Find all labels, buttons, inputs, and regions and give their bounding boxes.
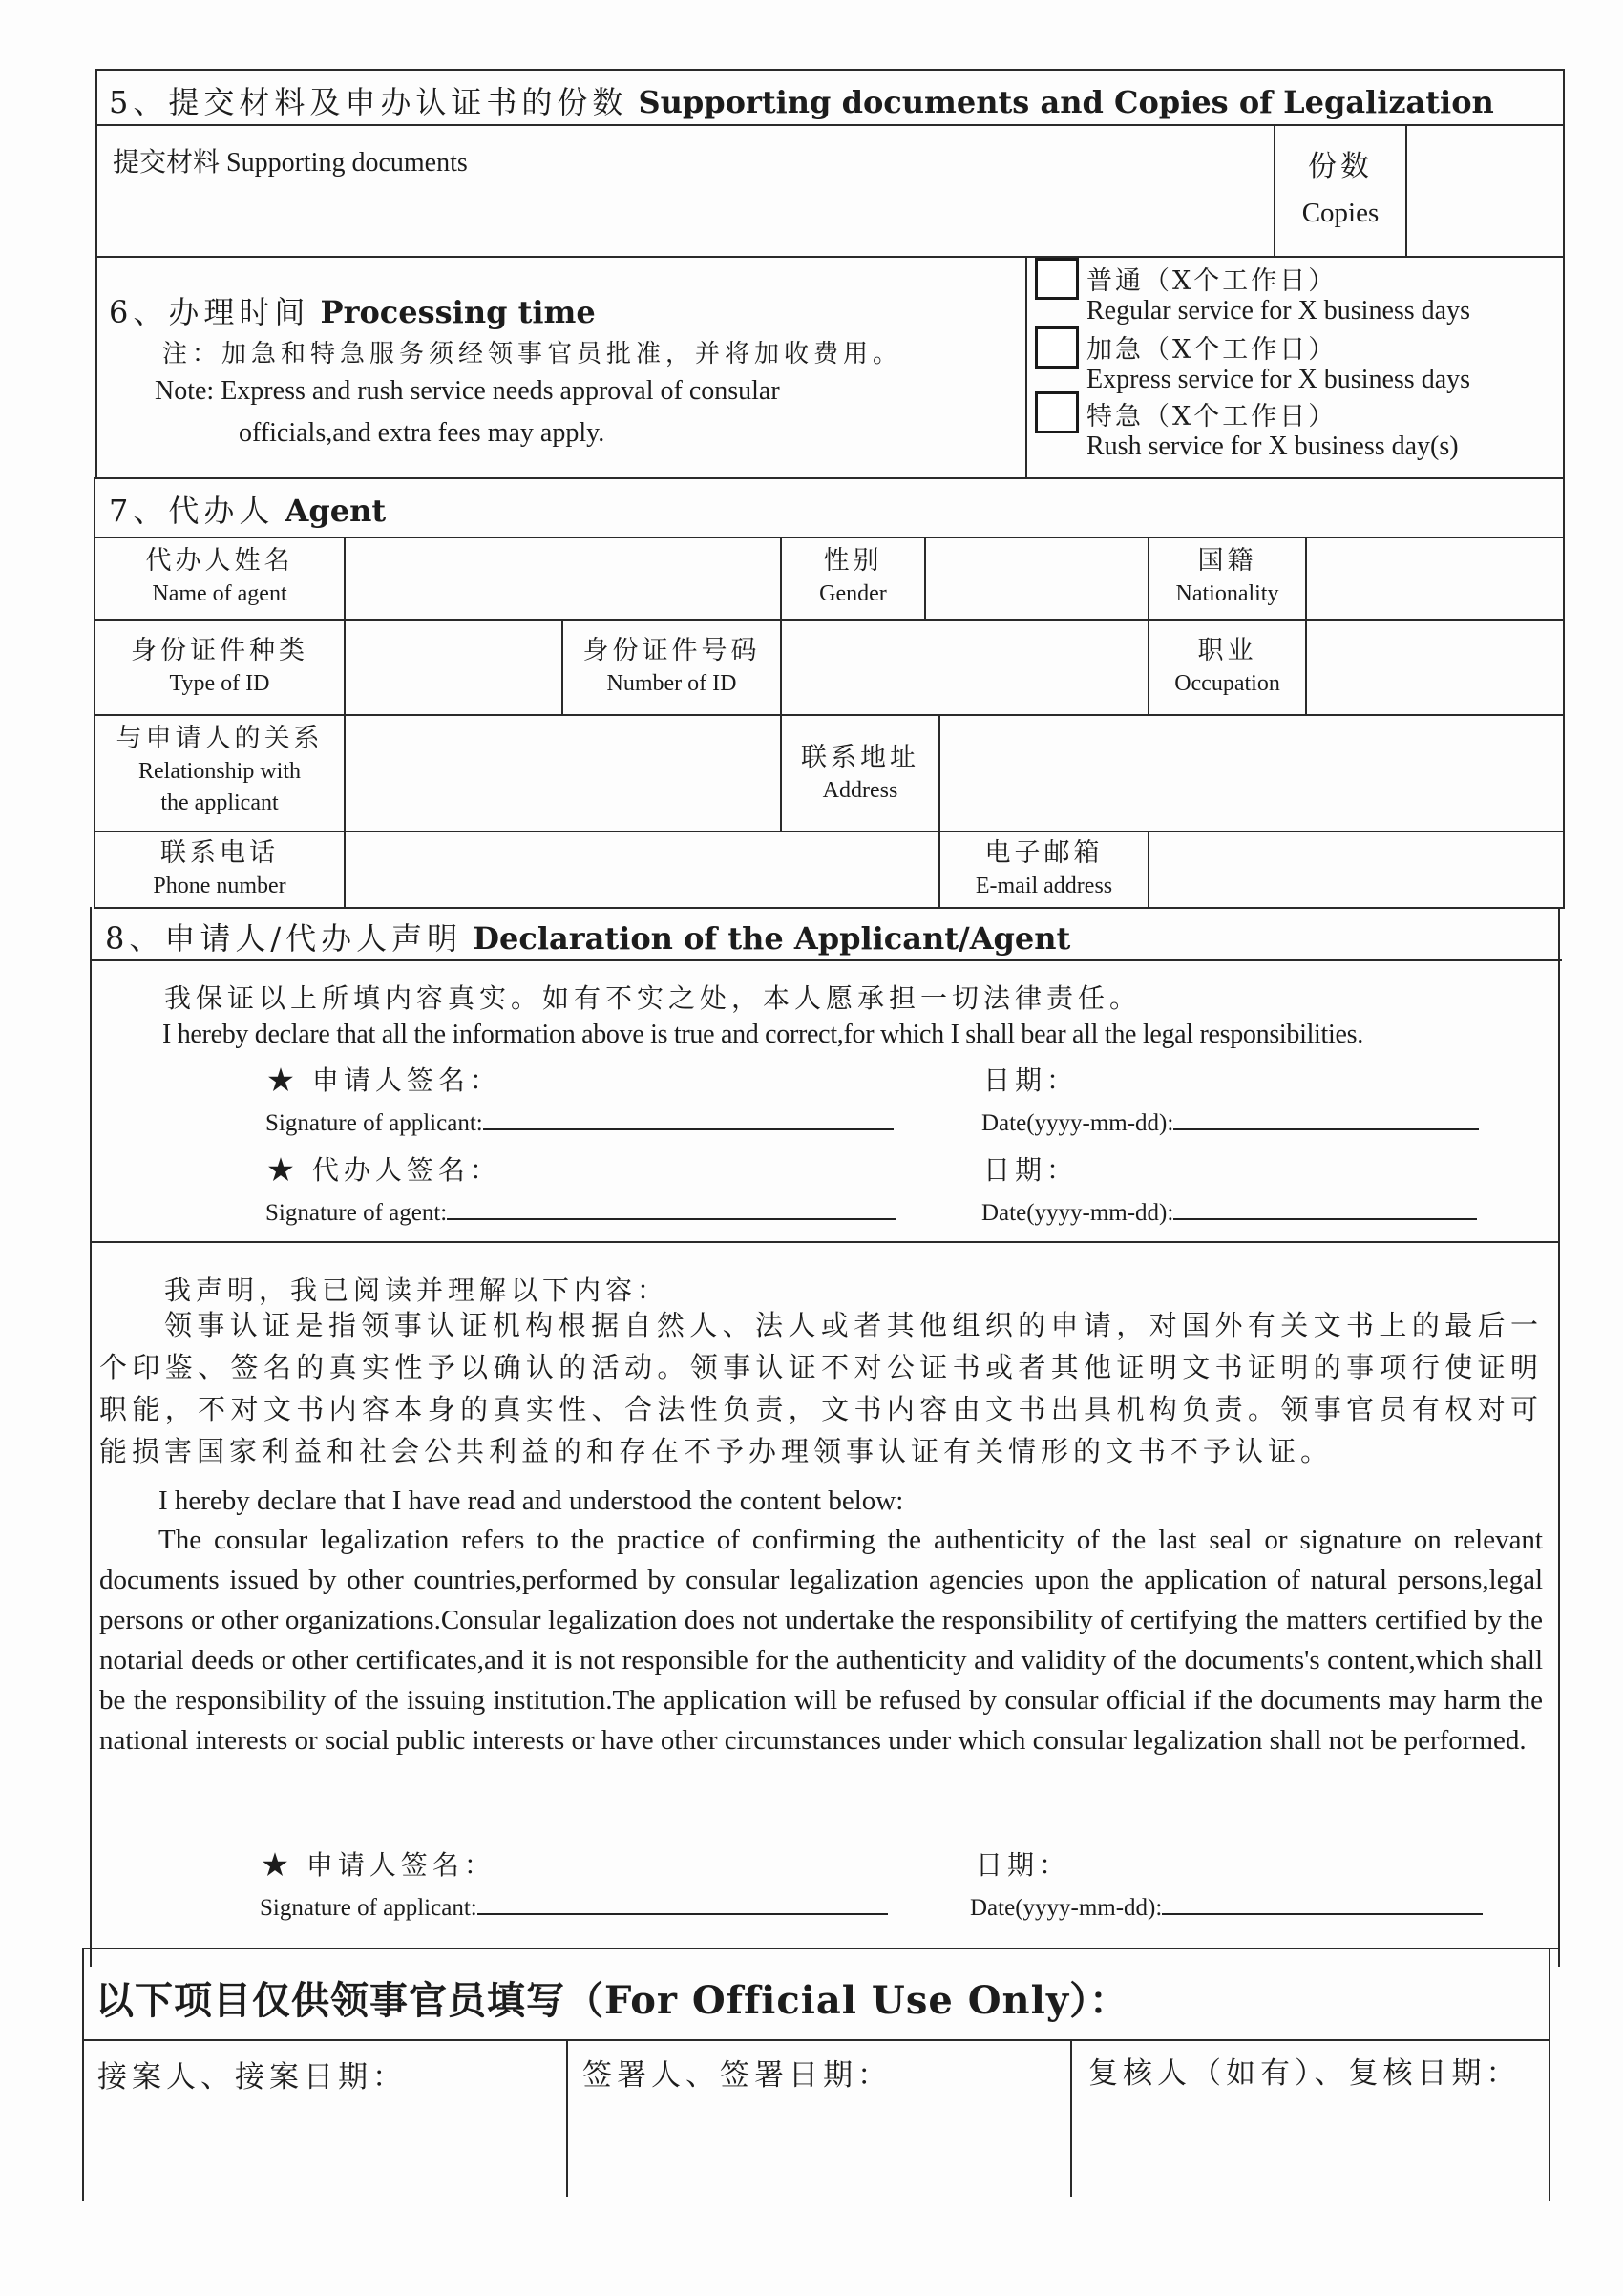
notice-date-label-zh: 日期： [976, 1849, 1071, 1881]
rule [1405, 124, 1407, 256]
notice-signature-label-zh: ★ 申请人签名： [262, 1849, 495, 1881]
applicant-signature-label-zh: ★ 申请人签名： [267, 1064, 501, 1096]
phone-label [95, 836, 344, 902]
gender-field[interactable] [928, 540, 1146, 617]
rule [90, 1241, 1560, 1243]
rule [1305, 537, 1307, 714]
occupation-zh: 职业 [1197, 636, 1257, 665]
agent-date-row [981, 1197, 1477, 1227]
official-col-signed: 签署人、签署日期： [582, 2058, 892, 2093]
nationality-en: Nationality [1175, 581, 1279, 607]
rule [95, 69, 97, 477]
official-signed-field[interactable] [570, 2100, 1066, 2196]
agent-signature-line[interactable] [447, 1197, 896, 1220]
express-service-zh: 加急（X个工作日） [1086, 335, 1338, 365]
relationship-en-1: Relationship with [138, 759, 301, 785]
id-type-en: Type of ID [169, 671, 270, 697]
applicant-signature-line[interactable] [483, 1107, 894, 1130]
rush-service-zh: 特急（X个工作日） [1086, 402, 1338, 432]
agent-name-en: Name of agent [152, 581, 287, 607]
rule [1070, 2039, 1072, 2197]
nationality-zh: 国籍 [1197, 546, 1257, 576]
official-received-field[interactable] [86, 2100, 563, 2196]
notice-date-line[interactable] [1162, 1892, 1483, 1915]
official-col-reviewed: 复核人（如有）、复核日期： [1088, 2056, 1521, 2091]
notice-body-en: The consular legalization refers to the practice of confirming the authenticity of the last seal or signature on relevant documents issued by other countries,performed by consular legalization agencies upon the application of natural persons,legal persons or other organizations.Consular legalization does not undertake the responsibility of certifying the matters certified by the notarial deeds or other certificates,and it is not responsible for the authenticity and validity of the documents's content,which shall be the responsibility of the issuing institution.The application will be refused by consular official if the documents may harm the national interests or social public interests or have other circumstances under which consular legalization shall not be performed. [99, 1525, 1543, 1756]
agent-name-field[interactable] [348, 540, 777, 617]
agent-signature-label-en: Signature of agent: [265, 1200, 448, 1226]
section-5-title-zh: 5、提交材料及申办认证书的份数 [109, 84, 628, 120]
id-number-en: Number of ID [606, 671, 737, 697]
applicant-signature-row [265, 1107, 894, 1137]
section-6-title [109, 288, 596, 332]
relationship-field[interactable] [348, 718, 777, 829]
applicant-date-label-en: Date(yyyy-mm-dd): [981, 1110, 1174, 1136]
express-service-en: Express service for X business days [1086, 365, 1471, 394]
section-6-title-en: Processing time [320, 294, 596, 330]
section-8-title [105, 915, 1070, 958]
rule [924, 537, 926, 619]
rule [82, 1948, 84, 2201]
occupation-label [1149, 634, 1305, 700]
agent-date-label-en: Date(yyyy-mm-dd): [981, 1200, 1174, 1226]
notice-body-zh: 领事认证是指领事认证机构根据自然人、法人或者其他组织的申请，对国外有关文书上的最后一个印鉴、签名的真实性予以确认的活动。领事认证不对公证书或者其他证明文书证明的事项行使证明职能，不对文书内容本身的真实性、合法性负责，文书内容由文书出具机构负责。领事官员有权对可能损害国家利益和社会公共利益的和存在不予办理领事认证有关情形的文书不予认证。 [99, 1309, 1543, 1467]
occupation-en: Occupation [1174, 671, 1280, 697]
rule [90, 907, 92, 1967]
rule [94, 831, 1564, 832]
email-label [940, 836, 1148, 902]
relationship-label [95, 722, 344, 818]
supporting-documents-field[interactable] [99, 181, 1270, 252]
regular-service-en: Regular service for X business days [1086, 296, 1471, 326]
regular-service-checkbox[interactable] [1035, 258, 1079, 300]
agent-name-zh: 代办人姓名 [145, 546, 294, 576]
email-zh: 电子邮箱 [984, 838, 1104, 868]
copies-field[interactable] [1409, 128, 1560, 252]
official-reviewed-field[interactable] [1074, 2100, 1546, 2196]
agent-signature-row [265, 1197, 896, 1227]
declaration-en: I hereby declare that all the information above is true and correct,for which I shall bear all the legal responsibilities. [162, 1020, 1363, 1049]
section-6-title-zh: 6、办理时间 [109, 294, 310, 330]
rule [94, 619, 1564, 621]
id-number-label [563, 634, 780, 700]
address-en: Address [822, 778, 898, 804]
applicant-date-line[interactable] [1173, 1107, 1479, 1130]
email-en: E-mail address [975, 874, 1113, 899]
rule [82, 2039, 1550, 2041]
rule [94, 537, 1564, 538]
gender-en: Gender [819, 581, 887, 607]
rule [95, 477, 1564, 479]
address-label [782, 741, 938, 807]
nationality-label [1149, 544, 1305, 610]
processing-note-zh: 注：加急和特急服务须经领事官员批准，并将加收费用。 [162, 340, 903, 369]
address-zh: 联系地址 [801, 743, 919, 772]
copies-label-en: Copies [1301, 197, 1380, 228]
applicant-date-row [981, 1107, 1479, 1137]
official-use-title: 以下项目仅供领事官员填写（For Official Use Only）： [95, 1978, 1129, 2023]
processing-note-en-1: Note: Express and rush service needs approval of consular [155, 376, 780, 406]
rule [1563, 69, 1565, 909]
email-field[interactable] [1151, 834, 1561, 905]
rule [1558, 907, 1560, 1967]
official-col-received: 接案人、接案日期： [97, 2060, 407, 2095]
copies-label [1275, 148, 1405, 232]
agent-name-label [95, 544, 344, 610]
rule [1025, 256, 1027, 477]
phone-field[interactable] [348, 834, 936, 905]
id-type-field[interactable] [348, 622, 559, 712]
section-8-title-zh: 8、申请人/代办人声明 [105, 920, 463, 957]
rush-service-checkbox[interactable] [1035, 391, 1079, 433]
notice-heading-en: I hereby declare that I have read and understood the content below: [158, 1485, 904, 1516]
agent-signature-label-zh: ★ 代办人签名： [267, 1154, 501, 1186]
rule [90, 959, 1562, 961]
rule [566, 2039, 568, 2197]
rule [780, 619, 782, 714]
regular-service-zh: 普通（X个工作日） [1086, 266, 1338, 296]
relationship-en-2: the applicant [160, 790, 279, 815]
rule [344, 537, 346, 907]
section-5-title-en: Supporting documents and Copies of Legalization [638, 84, 1494, 120]
id-number-field[interactable] [784, 622, 1145, 712]
relationship-zh: 与申请人的关系 [116, 724, 324, 753]
section-5-title [109, 78, 1494, 122]
declaration-zh: 我保证以上所填内容真实。如有不实之处，本人愿承担一切法律责任。 [164, 982, 1142, 1014]
rule [95, 69, 1564, 71]
rush-service-en: Rush service for X business day(s) [1086, 432, 1459, 461]
section-7-title [109, 487, 386, 531]
id-number-zh: 身份证件号码 [582, 636, 761, 665]
rule [94, 714, 1564, 716]
agent-date-label-zh: 日期： [983, 1154, 1079, 1186]
phone-en: Phone number [153, 874, 286, 899]
rule [1549, 1948, 1550, 2201]
nationality-field[interactable] [1309, 540, 1561, 617]
notice-signature-line[interactable] [477, 1892, 888, 1915]
gender-label [782, 544, 924, 610]
occupation-field[interactable] [1309, 622, 1561, 712]
express-service-checkbox[interactable] [1035, 326, 1079, 369]
agent-date-line[interactable] [1173, 1197, 1477, 1220]
notice-date-row [970, 1892, 1483, 1922]
gender-zh: 性别 [823, 546, 883, 576]
copies-label-zh: 份数 [1308, 150, 1373, 183]
applicant-date-label-zh: 日期： [983, 1064, 1079, 1096]
address-field[interactable] [942, 718, 1561, 829]
supporting-documents-label [113, 141, 468, 179]
rule [95, 256, 1564, 258]
section-7-title-zh: 7、代办人 [109, 493, 275, 529]
section-7-title-en: Agent [285, 493, 387, 529]
id-type-zh: 身份证件种类 [131, 636, 308, 665]
rule [82, 1948, 1560, 1949]
section-8-title-en: Declaration of the Applicant/Agent [473, 920, 1071, 957]
applicant-signature-label-en: Signature of applicant: [265, 1110, 483, 1136]
notice-signature-label-en: Signature of applicant: [260, 1895, 477, 1921]
notice-heading-zh: 我声明，我已阅读并理解以下内容： [164, 1274, 669, 1306]
notice-signature-row [260, 1892, 888, 1922]
rule [1148, 831, 1149, 907]
rule [95, 124, 1564, 126]
phone-zh: 联系电话 [160, 838, 279, 868]
rule [94, 907, 1564, 909]
notice-date-label-en: Date(yyyy-mm-dd): [970, 1895, 1163, 1921]
processing-note-en-2: officials,and extra fees may apply. [239, 418, 605, 448]
id-type-label [95, 634, 344, 700]
supporting-documents-text: 提交材料 Supporting documents [113, 148, 468, 178]
